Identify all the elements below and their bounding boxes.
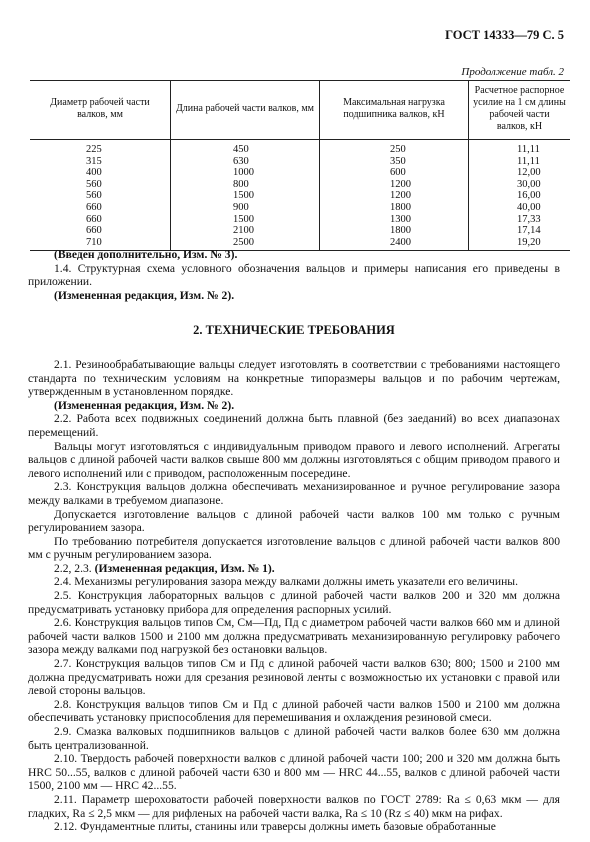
paragraph-2-7: 2.7. Конструкция вальцов типов См и Пд с длиной рабочей части валков 630; 800; 1500 и 2100 мм должна предусматривать ножи для срезания резиновой ленты с возможностью их установки с правой или левой стороны вальцов. [28,657,560,698]
amendment-note: (Измененная редакция, Изм. № 2). [54,398,235,412]
table-cell: 12,00 [469,167,571,179]
amendment-note: (Введен дополнительно, Изм. № 3). [54,248,238,261]
table-cell: 660 [86,225,102,237]
document-body [28,248,560,834]
rollers-spec-table [30,80,570,251]
col-header-length: Длина рабочей части валков, мм [171,81,320,140]
table-cell: 1500 [171,214,320,226]
table-cell: 2500 [171,237,320,251]
table-cell: 2100 [171,225,320,237]
table-row [30,190,570,202]
paragraph-2-1: 2.1. Резинообрабатывающие вальцы следует изготовлять в соответствии с требованиями настоящего стандарта по техническим условиям на конкретные типоразмеры вальцов и по рабочим чертежам, утвержденным в установленном порядке. [28,357,560,399]
paragraph-2-9: 2.9. Смазка валковых подшипников вальцов с длиной рабочей части валков более 630 мм должна быть централизованной. [28,725,560,752]
table-cell: 1200 [320,190,469,202]
table-cell: 1800 [320,202,469,214]
table-row [30,225,570,237]
paragraph-2-2-drives: Вальцы могут изготовляться с индивидуальным приводом правого и левого исполнений. Агрегаты вальцов с длиной рабочей части валков свыше 800 мм должны изготовляться с общим приводом правого и левого исполнений или с приводом, расположенным посередине. [28,439,560,480]
paragraph-2-10: 2.10. Твердость рабочей поверхности валков с длиной рабочей части 100; 200 и 320 мм должна быть HRC 50...55, валков с длиной рабочей части 630 и 800 мм — HRC 44...55, валков с длиной рабочей части 1500, 2100 мм — HRC 42...55. [28,752,560,793]
table-cell: 800 [171,179,320,191]
table-cell: 2400 [320,237,469,251]
table-header-row [30,81,570,140]
table-cell: 660 [86,201,102,213]
paragraph-2-12: 2.12. Фундаментные плиты, станины или траверсы должны иметь базовые обработанные [54,820,496,834]
paragraph-2-8: 2.8. Конструкция вальцов типов См и Пд с длиной рабочей части валков 1500 и 2100 мм должна обеспечивать установку приспособления для перемешивания и охлаждения резиновой смеси. [28,697,560,725]
table-cell: 17,14 [469,225,571,237]
paragraph-2-3: 2.3. Конструкция вальцов должна обеспечивать механизированное и ручное регулирование зазора между валками в требуемом диапазоне. [28,480,560,507]
table-row [30,167,570,179]
paragraph-2-3-request: По требованию потребителя допускается изготовление вальцов с длиной рабочей части валков 800 мм с ручным регулированием зазора. [28,534,560,562]
page-header: ГОСТ 14333—79 С. 5 [445,28,564,42]
paragraph-2-5: 2.5. Конструкция лабораторных вальцов с длиной рабочей части валков 200 и 320 мм должна предусматривать установку прибора для определения распорных усилий. [28,589,560,616]
table-row [30,202,570,214]
table-row [30,140,570,156]
col-header-force: Расчетное распорное усилие на 1 см длины рабочей части валков, кН [469,81,571,140]
table-cell: 630 [171,156,320,168]
table-row [30,156,570,168]
table-cell: 19,20 [469,237,571,251]
table-cell: 710 [30,237,171,251]
table-cell: 1300 [320,214,469,226]
amendment-note: (Измененная редакция, Изм. № 2). [54,288,235,302]
table-cell: 250 [320,140,469,156]
table-cell: 16,00 [469,190,571,202]
table-row [30,179,570,191]
amendment-note-2-2-2-3 [28,562,560,576]
table-cell: 225 [86,144,102,155]
table-cell: 350 [320,156,469,168]
col-header-max-load: Максимальная нагрузка подшипника валков, кН [320,81,469,140]
table-cell: 1500 [171,190,320,202]
paragraph-2-11: 2.11. Параметр шероховатости рабочей поверхности валков по ГОСТ 2789: Ra ≤ 0,63 мкм — для гладких, Ra ≤ 2,5 мкм — для рифленых на рабочей части валка, Ra ≤ 10 (Rz ≤ 40) мкм на рифах. [28,792,560,820]
table-cell: 660 [86,213,102,225]
paragraph-2-2: 2.2. Работа всех подвижных соединений должна быть плавной (без заеданий) во всех диапазонах перемещений. [28,412,560,439]
table-cell: 400 [86,167,102,179]
table-cell: 560 [86,178,102,190]
paragraph-2-6: 2.6. Конструкция вальцов типов См, См—Пд, Пд с диаметром рабочей части валков 660 мм и длиной рабочей части валков 1500 и 2100 мм должна предусматривать механизированную регулировку рабочего зазора между валками под нагрузкой без остановки вальцов. [28,616,560,657]
table-cell: 600 [320,167,469,179]
paragraph-1-4: 1.4. Структурная схема условного обозначения вальцов и примеры написания его приведены в приложении. [28,261,560,289]
table-cell: 1800 [320,225,469,237]
col-header-diameter: Диаметр рабочей части валков, мм [30,81,171,140]
table-cell: 11,11 [469,140,571,156]
table-continuation-label: Продолжение табл. 2 [461,66,564,78]
amendment-text: (Измененная редакция, Изм. № 1). [94,561,275,575]
table-cell: 450 [171,140,320,156]
table-cell: 17,33 [469,214,571,226]
paragraph-2-4: 2.4. Механизмы регулирования зазора между валками должны иметь указатели его величины. [54,575,518,589]
section-heading: 2. ТЕХНИЧЕСКИЕ ТРЕБОВАНИЯ [193,323,395,338]
table-cell: 900 [171,202,320,214]
table-cell: 315 [86,155,102,167]
table-cell: 1000 [171,167,320,179]
table-cell: 560 [86,190,102,202]
table-cell: 11,11 [469,156,571,168]
amendment-number: 2.2, 2.3. [54,561,92,575]
table-row [30,214,570,226]
table-cell: 1200 [320,179,469,191]
paragraph-2-3-manual: Допускается изготовление вальцов с длиной рабочей части валков 100 мм только с ручным регулированием зазора. [28,507,560,535]
table-cell: 40,00 [469,202,571,214]
table-cell: 30,00 [469,179,571,191]
